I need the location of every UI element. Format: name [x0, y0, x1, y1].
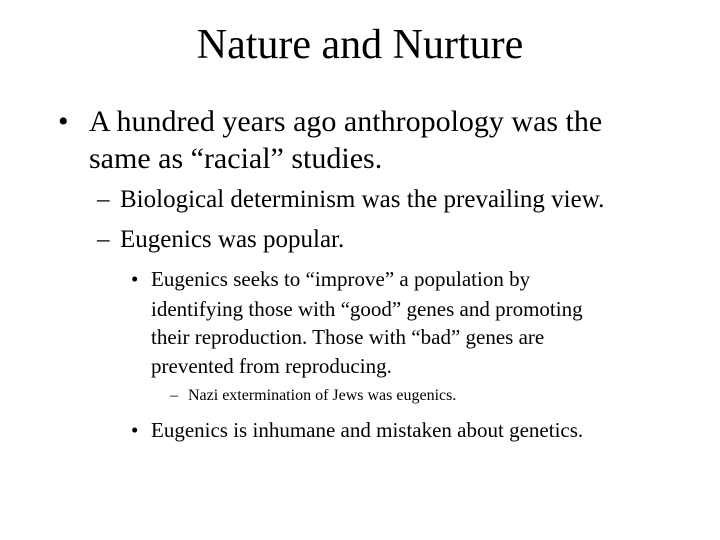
- slide-title: Nature and Nurture: [196, 22, 524, 68]
- bullet-text-line: Eugenics is inhumane and mistaken about genetics.: [151, 418, 584, 442]
- bullet-text-line: Eugenics seeks to “improve” a population by: [151, 267, 531, 291]
- bullet-text-line: identifying those with “good” genes and promoting: [151, 297, 583, 321]
- bullet-text-line: same as “racial” studies.: [89, 142, 383, 175]
- bullet-marker: •: [131, 267, 139, 291]
- bullet-text-line: A hundred years ago anthropology was the: [89, 105, 603, 138]
- dash-marker: –: [97, 186, 110, 213]
- bullet-text-line: prevented from reproducing.: [151, 354, 392, 378]
- dash-marker: –: [97, 226, 110, 253]
- bullet-marker: •: [131, 418, 139, 442]
- bullet-text-line: Biological determinism was the prevailing view.: [120, 186, 605, 213]
- bullet-text-line: Nazi extermination of Jews was eugenics.: [188, 387, 457, 404]
- bullet-text-line: Eugenics was popular.: [120, 226, 345, 253]
- bullet-marker: •: [58, 105, 69, 138]
- bullet-text-line: their reproduction. Those with “bad” genes are: [151, 325, 545, 349]
- dash-marker: –: [170, 387, 178, 404]
